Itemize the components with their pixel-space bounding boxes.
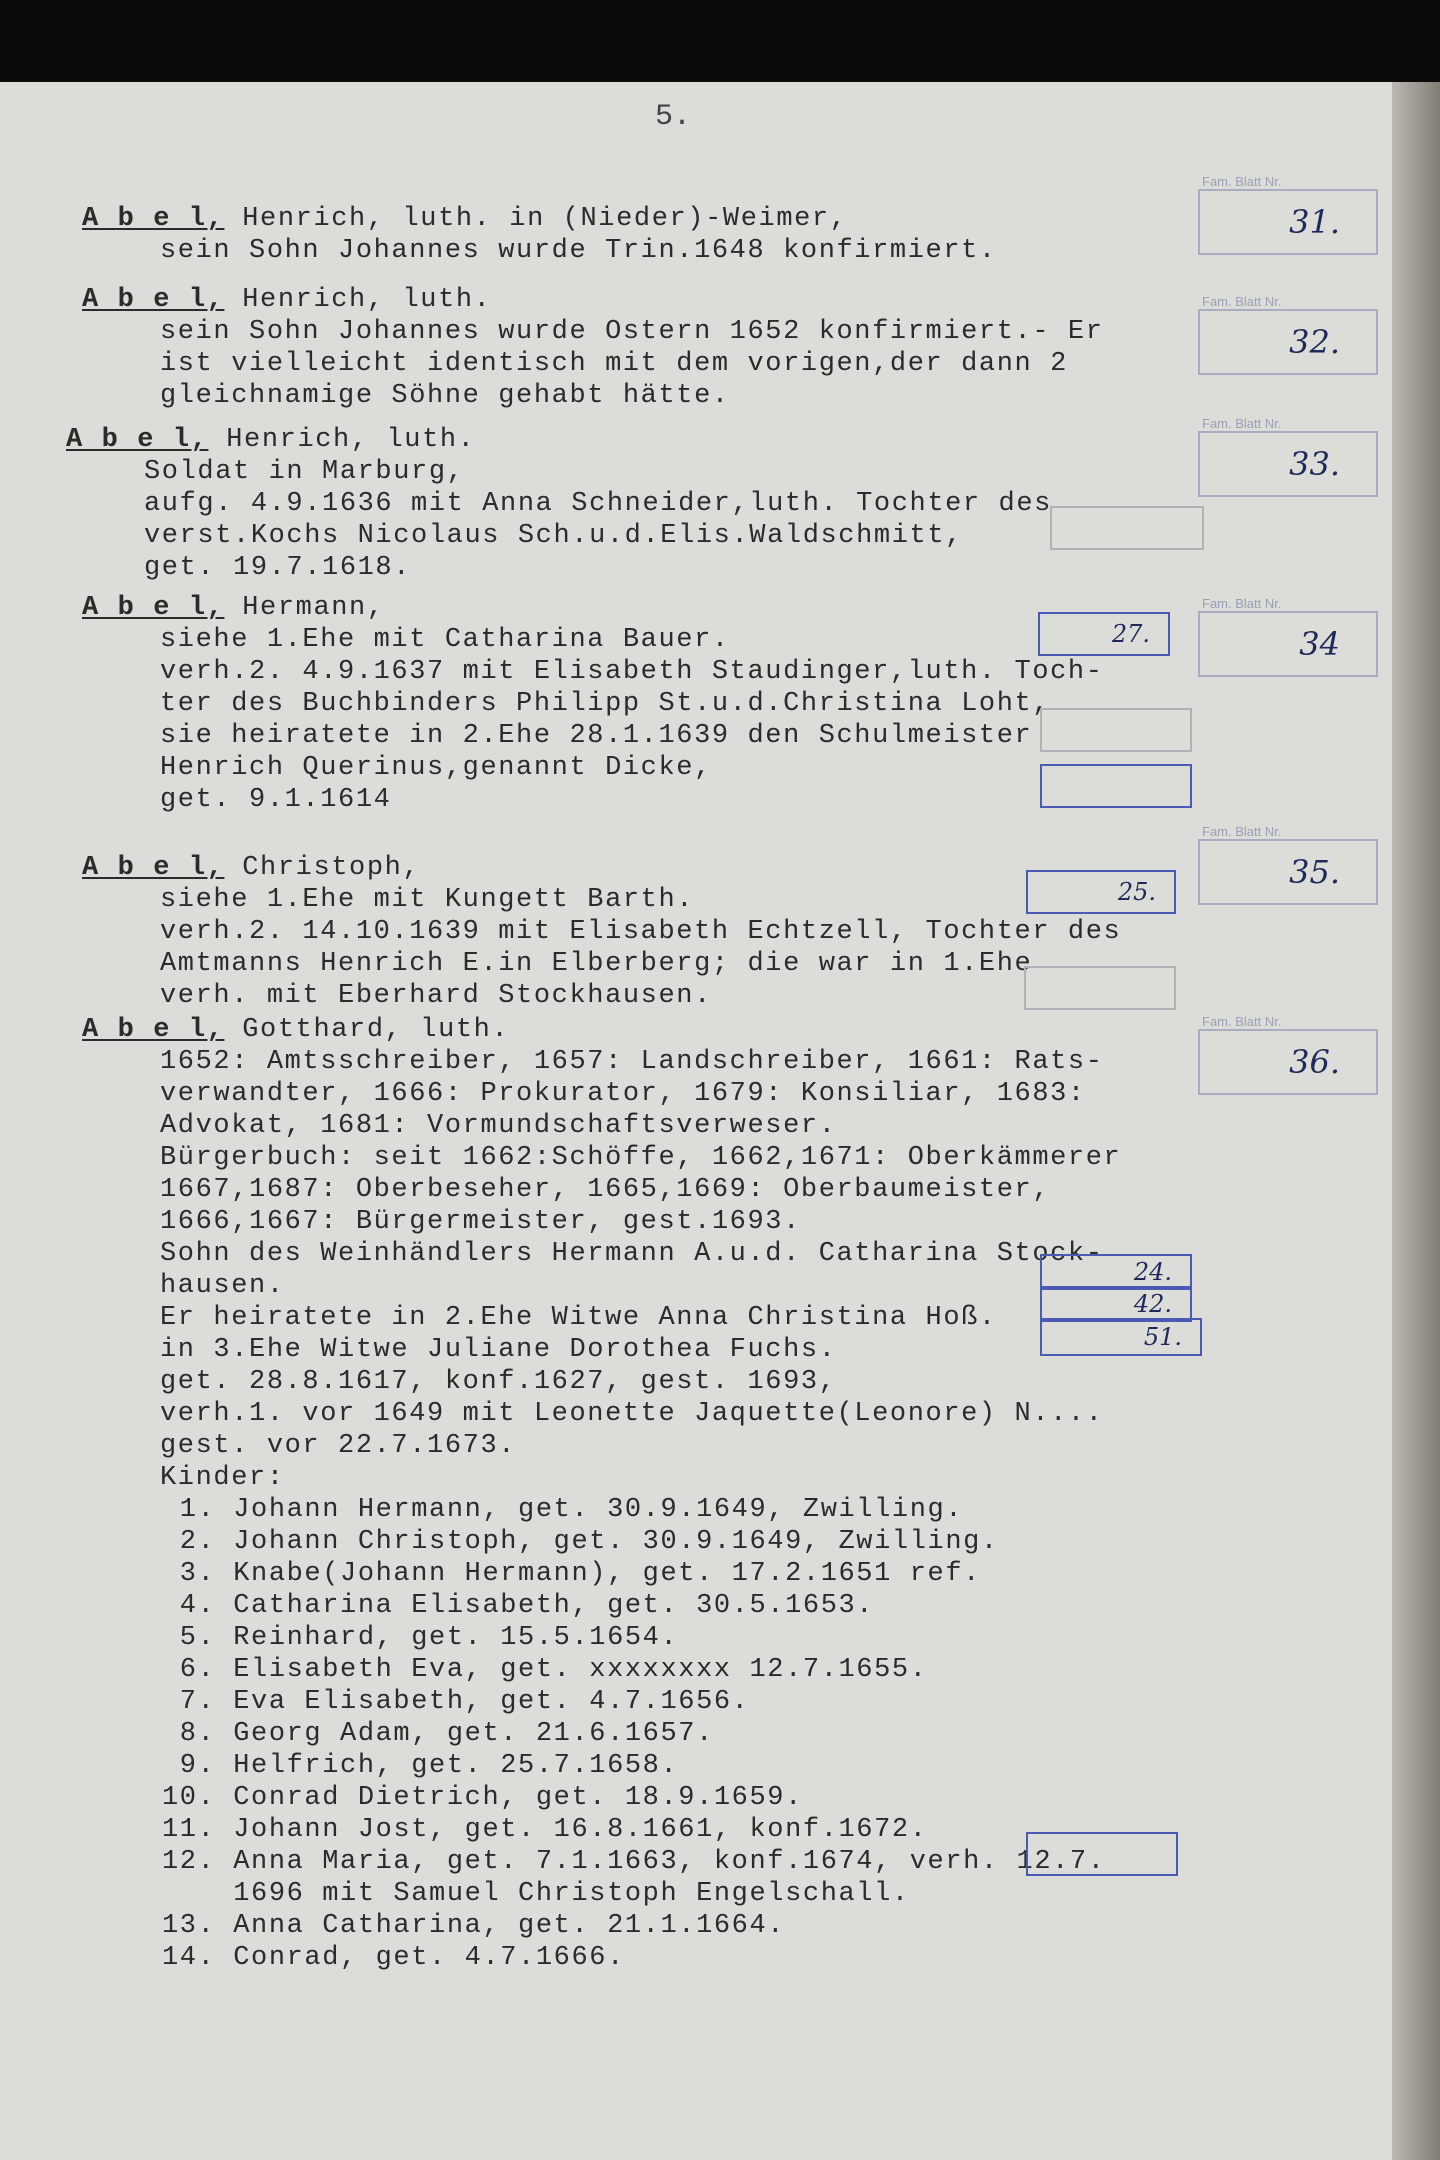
surname: A b e l, [82,593,225,623]
entry-line: verh.1. vor 1649 mit Leonette Jaquette(Leonore) N.... [160,1399,1104,1429]
fam-label: Fam. Blatt Nr. [1202,174,1282,189]
page-edge [1392,82,1440,2160]
surname: A b e l, [82,285,225,315]
fam-sheet-35 [1198,824,1378,905]
fam-sheet-32 [1198,294,1378,375]
entry-line: Christoph, [242,853,421,883]
ref-box-empty [1040,764,1192,808]
child-line: 4. Catharina Elisabeth, get. 30.5.1653. [162,1591,875,1621]
surname: A b e l, [66,425,209,455]
fam-box [1198,611,1378,677]
ref-box: 27. [1038,612,1170,656]
entry-line: Er heiratete in 2.Ehe Witwe Anna Christina Hoß. [160,1303,997,1333]
entry-line: Kinder: [160,1463,285,1493]
entry-line: sein Sohn Johannes wurde Ostern 1652 konfirmiert.- Er [160,317,1104,347]
entry-line: Amtmanns Henrich E.in Elberberg; die war in 1.Ehe [160,949,1033,979]
fam-label: Fam. Blatt Nr. [1202,596,1282,611]
page-number: 5. [655,100,692,134]
entry-line: verst.Kochs Nicolaus Sch.u.d.Elis.Waldschmitt, [144,521,963,551]
fam-box [1198,839,1378,905]
fam-label: Fam. Blatt Nr. [1202,824,1282,839]
entry-abel-henrich-1 [82,203,1192,267]
entry-abel-henrich-3 [66,424,1176,584]
fam-number: 35. [1289,853,1340,891]
fam-label: Fam. Blatt Nr. [1202,416,1282,431]
entry-line: in 3.Ehe Witwe Juliane Dorothea Fuchs. [160,1335,837,1365]
fam-sheet-36 [1198,1014,1378,1095]
child-line: 7. Eva Elisabeth, get. 4.7.1656. [162,1687,750,1717]
child-line: 14. Conrad, get. 4.7.1666. [162,1943,625,1973]
ref-box-empty [1024,966,1176,1010]
fam-box [1198,189,1378,255]
entry-line: hausen. [160,1271,285,1301]
entry-line: Henrich, luth. [226,425,476,455]
entry-line: Hermann, [242,593,385,623]
entry-line: Sohn des Weinhändlers Hermann A.u.d. Catharina Stock- [160,1239,1104,1269]
entry-abel-gotthard [82,1014,1192,1974]
child-line: 12. Anna Maria, get. 7.1.1663, konf.1674, verh. 12.7. [162,1847,1106,1877]
fam-number: 34 [1299,625,1340,663]
fam-box [1198,309,1378,375]
entry-abel-hermann [82,592,1192,816]
surname: A b e l, [82,204,225,234]
fam-box [1198,1029,1378,1095]
surname: A b e l, [82,1015,225,1045]
entry-line: 1666,1667: Bürgermeister, gest.1693. [160,1207,801,1237]
entry-line: Advokat, 1681: Vormundschaftsverweser. [160,1111,837,1141]
entry-line: ist vielleicht identisch mit dem vorigen,der dann 2 [160,349,1068,379]
entry-line: get. 9.1.1614 [160,785,392,815]
ref-box: 42. [1040,1286,1192,1322]
fam-label: Fam. Blatt Nr. [1202,294,1282,309]
entry-line: gleichnamige Söhne gehabt hätte. [160,381,730,411]
child-line: 13. Anna Catharina, get. 21.1.1664. [162,1911,786,1941]
entry-line: Henrich, luth. [242,285,492,315]
entry-line: gest. vor 22.7.1673. [160,1431,517,1461]
ref-box: 24. [1040,1254,1192,1290]
ref-box-empty [1026,1832,1178,1876]
entry-line: verwandter, 1666: Prokurator, 1679: Konsiliar, 1683: [160,1079,1086,1109]
entry-line: Bürgerbuch: seit 1662:Schöffe, 1662,1671: Oberkämmerer [160,1143,1122,1173]
entry-line: aufg. 4.9.1636 mit Anna Schneider,luth. Tochter des [144,489,1052,519]
entry-line: Gotthard, luth. [242,1015,510,1045]
child-line: 6. Elisabeth Eva, get. xxxxxxxx 12.7.1655. [162,1655,928,1685]
entry-line: 1652: Amtsschreiber, 1657: Landschreiber, 1661: Rats- [160,1047,1104,1077]
child-line: 5. Reinhard, get. 15.5.1654. [162,1623,679,1653]
child-line: 3. Knabe(Johann Hermann), get. 17.2.1651 ref. [162,1559,981,1589]
entry-line: siehe 1.Ehe mit Kungett Barth. [160,885,695,915]
entry-line: Henrich, luth. in (Nieder)-Weimer, [242,204,848,234]
entry-line: sie heiratete in 2.Ehe 28.1.1639 den Schulmeister [160,721,1033,751]
child-line: 1. Johann Hermann, get. 30.9.1649, Zwilling. [162,1495,964,1525]
fam-number: 36. [1289,1043,1340,1081]
fam-box [1198,431,1378,497]
fam-number: 33. [1289,445,1340,483]
entry-line: Henrich Querinus,genannt Dicke, [160,753,712,783]
child-line: 8. Georg Adam, get. 21.6.1657. [162,1719,714,1749]
entry-line: Soldat in Marburg, [144,457,465,487]
child-line: 1696 mit Samuel Christoph Engelschall. [162,1879,910,1909]
entry-line: 1667,1687: Oberbeseher, 1665,1669: Oberbaumeister, [160,1175,1051,1205]
child-line: 9. Helfrich, get. 25.7.1658. [162,1751,679,1781]
ref-box: 51. [1040,1318,1202,1356]
entry-line: verh.2. 4.9.1637 mit Elisabeth Staudinger,luth. Toch- [160,657,1104,687]
scanner-top-border [0,0,1440,85]
entry-line: get. 28.8.1617, konf.1627, gest. 1693, [160,1367,837,1397]
entry-line: verh.2. 14.10.1639 mit Elisabeth Echtzell, Tochter des [160,917,1122,947]
entry-line: sein Sohn Johannes wurde Trin.1648 konfirmiert. [160,236,997,266]
child-line: 10. Conrad Dietrich, get. 18.9.1659. [162,1783,803,1813]
entry-abel-henrich-2 [82,284,1192,412]
entry-line: siehe 1.Ehe mit Catharina Bauer. [160,625,730,655]
ref-box-empty [1040,708,1192,752]
fam-sheet-34 [1198,596,1378,677]
fam-label: Fam. Blatt Nr. [1202,1014,1282,1029]
surname: A b e l, [82,853,225,883]
ref-box-empty [1050,506,1204,550]
fam-number: 32. [1289,323,1340,361]
child-line: 2. Johann Christoph, get. 30.9.1649, Zwilling. [162,1527,999,1557]
child-line: 11. Johann Jost, get. 16.8.1661, konf.1672. [162,1815,928,1845]
entry-line: verh. mit Eberhard Stockhausen. [160,981,712,1011]
entry-line: ter des Buchbinders Philipp St.u.d.Christina Loht, [160,689,1051,719]
fam-sheet-31 [1198,174,1378,255]
entry-line: get. 19.7.1618. [144,553,412,583]
fam-number: 31. [1289,203,1340,241]
ref-box: 25. [1026,870,1176,914]
fam-sheet-33 [1198,416,1378,497]
